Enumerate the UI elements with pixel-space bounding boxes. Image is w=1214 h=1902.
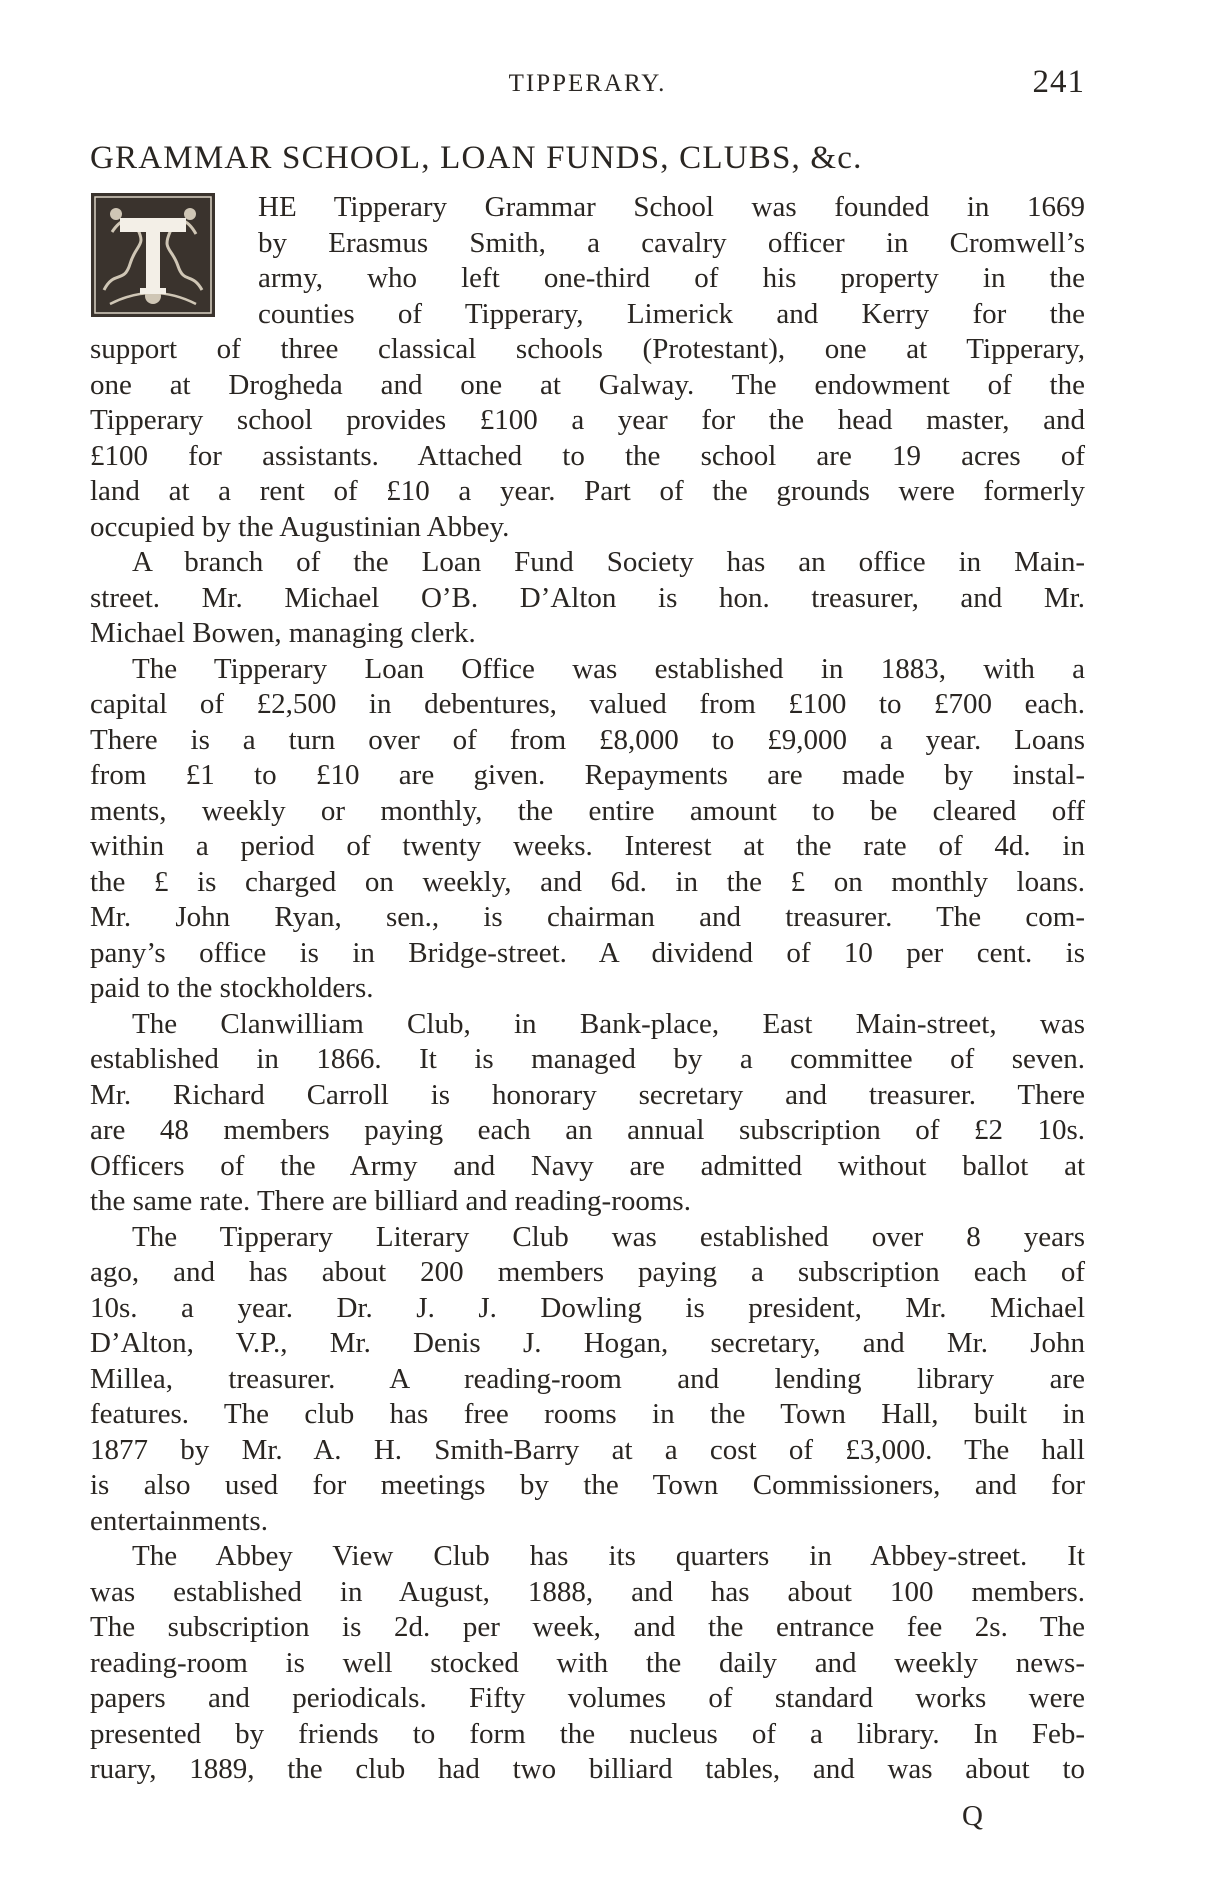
text-line: from £1 to £10 are given. Repayments are made by instal- (90, 759, 1085, 791)
text-line: The Clanwilliam Club, in Bank-place, East Main-street, was (132, 1007, 1085, 1040)
text-line: Millea, treasurer. A reading-room and lending library are (90, 1362, 1085, 1395)
text-line: The subscription is 2d. per week, and the entrance fee 2s. The (90, 1611, 1085, 1643)
text-line: ruary, 1889, the club had two billiard tables, and was about to (90, 1753, 1085, 1785)
text-line: army, who left one-third of his property in the (258, 262, 1085, 294)
text-line: HE Tipperary Grammar School was founded in 1669 (258, 191, 1085, 223)
text-line: presented by friends to form the nucleus of a library. In Feb- (90, 1717, 1085, 1750)
catchword: Q (962, 1800, 983, 1832)
text-line: paid to the stockholders. (90, 972, 374, 1004)
text-line: are 48 members paying each an annual subscription of £2 10s. (90, 1114, 1085, 1146)
section-heading: GRAMMAR SCHOOL, LOAN FUNDS, CLUBS, &c. (90, 140, 863, 176)
text-line: £100 for assistants. Attached to the school are 19 acres of (90, 439, 1085, 472)
text-line: 1877 by Mr. A. H. Smith-Barry at a cost of £3,000. The hall (90, 1433, 1085, 1466)
text-line: the £ is charged on weekly, and 6d. in the £ on monthly loans. (90, 865, 1085, 898)
text-line: the same rate. There are billiard and reading-rooms. (90, 1185, 691, 1217)
text-line: occupied by the Augustinian Abbey. (90, 510, 510, 543)
body-text (90, 190, 1085, 1788)
text-line: ments, weekly or monthly, the entire amount to be cleared off (90, 794, 1085, 827)
text-line: entertainments. (90, 1504, 268, 1537)
text-line: The Tipperary Literary Club was established over 8 years (132, 1220, 1085, 1253)
text-line: Mr. Richard Carroll is honorary secretary and treasurer. There (90, 1078, 1085, 1111)
text-line: pany’s office is in Bridge-street. A dividend of 10 per cent. is (90, 936, 1085, 969)
text-line: There is a turn over of from £8,000 to £9,000 a year. Loans (90, 723, 1085, 756)
text-line: established in 1866. It is managed by a committee of seven. (90, 1043, 1085, 1075)
text-line: Mr. John Ryan, sen., is chairman and treasurer. The com- (90, 901, 1085, 933)
text-line: A branch of the Loan Fund Society has an office in Main- (132, 546, 1085, 578)
text-line: is also used for meetings by the Town Commissioners, and for (90, 1469, 1085, 1501)
drop-cap-ornament (90, 192, 216, 318)
text-line: papers and periodicals. Fifty volumes of standard works were (90, 1682, 1085, 1714)
text-line: reading-room is well stocked with the daily and weekly news- (90, 1646, 1085, 1679)
text-line: within a period of twenty weeks. Interest at the rate of 4d. in (90, 830, 1085, 862)
text-line: by Erasmus Smith, a cavalry officer in Cromwell’s (258, 226, 1085, 259)
text-line: support of three classical schools (Protestant), one at Tipperary, (90, 333, 1085, 365)
text-line: was established in August, 1888, and has about 100 members. (90, 1575, 1085, 1608)
text-lines (90, 190, 1085, 1788)
text-line: 10s. a year. Dr. J. J. Dowling is president, Mr. Michael (90, 1291, 1085, 1324)
text-line: Officers of the Army and Navy are admitted without ballot at (90, 1149, 1085, 1182)
text-line: land at a rent of £10 a year. Part of the grounds were formerly (90, 475, 1085, 507)
text-line: D’Alton, V.P., Mr. Denis J. Hogan, secretary, and Mr. John (90, 1327, 1085, 1359)
page-number: 241 (1032, 64, 1085, 100)
running-title: TIPPERARY. (508, 70, 667, 97)
running-head (90, 64, 1085, 104)
text-line: street. Mr. Michael O’B. D’Alton is hon. treasurer, and Mr. (90, 581, 1085, 614)
text-line: The Abbey View Club has its quarters in Abbey-street. It (132, 1540, 1085, 1572)
text-line: capital of £2,500 in debentures, valued from £100 to £700 each. (90, 688, 1085, 720)
text-line: Michael Bowen, managing clerk. (90, 617, 476, 649)
text-line: features. The club has free rooms in the Town Hall, built in (90, 1398, 1085, 1430)
text-line: counties of Tipperary, Limerick and Kerry for the (258, 297, 1085, 330)
text-line: ago, and has about 200 members paying a subscription each of (90, 1256, 1085, 1288)
text-line: The Tipperary Loan Office was established in 1883, with a (132, 652, 1085, 685)
text-line: Tipperary school provides £100 a year for the head master, and (90, 404, 1085, 436)
text-line: one at Drogheda and one at Galway. The endowment of the (90, 368, 1085, 401)
